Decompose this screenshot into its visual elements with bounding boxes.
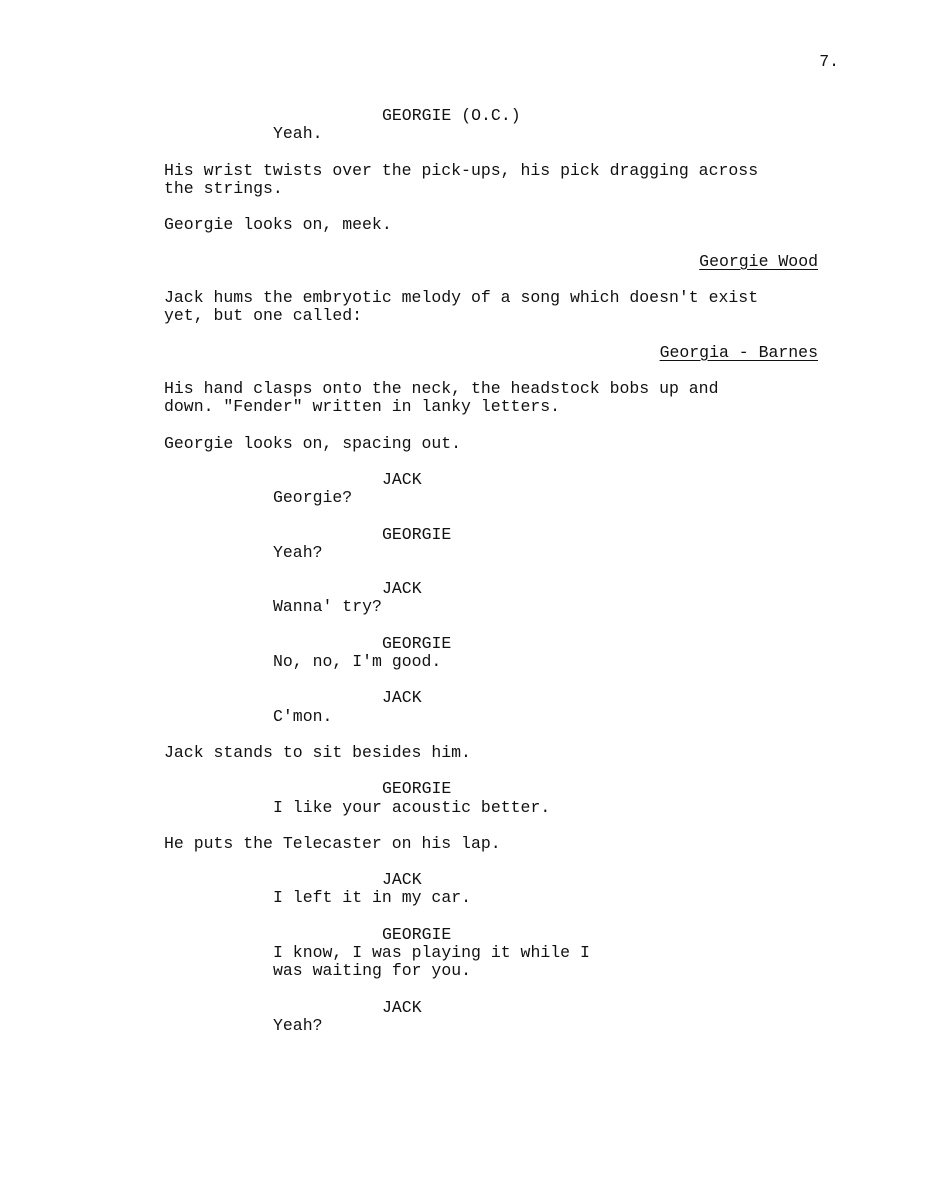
dialogue-line: Wanna' try? (273, 597, 382, 617)
character-cue: GEORGIE (O.C.) (382, 106, 521, 125)
dialogue-line: Yeah? (273, 1015, 323, 1035)
page-number: 7. (819, 52, 839, 71)
action-line: His wrist twists over the pick-ups, his pick dragging across the strings. (164, 160, 759, 198)
dialogue-line: Yeah. (273, 124, 323, 144)
action-line: His hand clasps onto the neck, the headstock bobs up and down. "Fender" written in lanky letters. (164, 378, 719, 417)
dialogue-line: Yeah? (273, 542, 323, 562)
character-cue: GEORGIE (382, 524, 452, 544)
character-cue: JACK (382, 579, 422, 599)
character-cue: JACK (382, 688, 422, 708)
dialogue-line: I left it in my car. (273, 888, 472, 908)
character-cue: GEORGIE (382, 633, 452, 653)
action-line: Jack hums the embryotic melody of a song which doesn't exist yet, but one called: (164, 287, 759, 326)
action-line: Georgie looks on, meek. (164, 215, 392, 235)
character-cue: GEORGIE (382, 924, 452, 944)
action-line: He puts the Telecaster on his lap. (164, 833, 501, 853)
dialogue-line: No, no, I'm good. (273, 651, 442, 671)
character-cue: JACK (382, 469, 422, 489)
transition-heading: Georgie Wood (699, 251, 818, 271)
action-line: Georgie looks on, spacing out. (164, 433, 462, 453)
action-line: Jack stands to sit besides him. (164, 742, 471, 762)
script-body (164, 107, 818, 1035)
character-cue: GEORGIE (382, 779, 452, 799)
character-cue: JACK (382, 997, 422, 1017)
transition-heading: Georgia - Barnes (659, 342, 818, 362)
dialogue-line: I like your acoustic better. (273, 797, 551, 817)
dialogue-line: I know, I was playing it while I was waiting for you. (273, 943, 590, 981)
character-cue: JACK (382, 870, 422, 890)
dialogue-line: Georgie? (273, 488, 353, 508)
dialogue-line: C'mon. (273, 706, 333, 726)
